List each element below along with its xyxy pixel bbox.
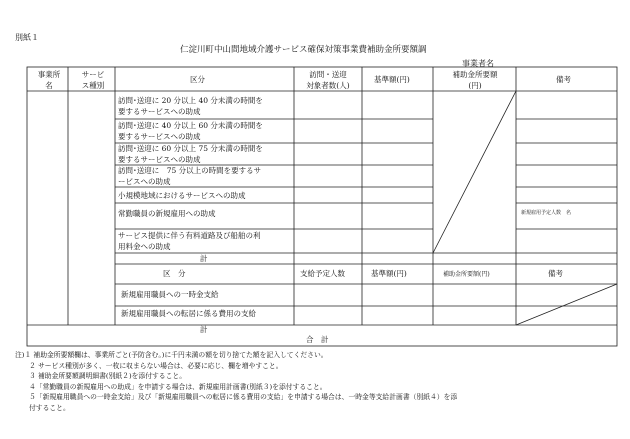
section2-remarks: 備考 — [548, 269, 563, 278]
table-row: 訪問･送迎に 75 分以上の時間を要するサ ービスへの助成 — [118, 166, 262, 186]
section2-row: 新規雇用職員への一時金支給 — [121, 290, 219, 299]
section2-row: 新規雇用職員への転居に係る費用の支給 — [121, 309, 256, 318]
document-title: 仁淀川町中山間地域介護サービス確保対策事業費補助金所要額調 — [180, 45, 427, 55]
office-name-label: 事業者名 — [462, 59, 494, 68]
document-reference: 別紙１ — [15, 33, 39, 42]
table-row: 訪問･送迎に 60 分以上 75 分未満の時間を 要するサービスへの助成 — [118, 144, 263, 164]
header-service-line2: ス種別 — [81, 81, 105, 90]
header-office-line2: 名 — [45, 81, 53, 90]
table-row: 訪問･送迎に 20 分以上 40 分未満の時間を 要するサービスへの助成 — [118, 96, 263, 116]
note-line: 注)１ 補助金所要額欄は、事業所ごと(予防含む。)に千円未満の額を切り捨てた額を記入してください。 — [15, 351, 328, 359]
header-required-line1: 補助金所要額 — [452, 70, 498, 79]
section2-planned: 支給予定人数 — [300, 269, 345, 278]
grand-total-label: 合 計 — [306, 335, 329, 344]
header-service-line1: サービ — [81, 70, 105, 79]
table-row: サービス提供に伴う有料道路及び船舶の利 用料金への助成 — [118, 231, 261, 251]
note-line: ３ 補助金所要額調明細書(別紙２)を添付すること。 — [29, 372, 186, 381]
section2-base: 基準額(円) — [371, 269, 407, 278]
note-line: ２ サービス種別が多く、一枚に収まらない場合は、必要に応じ、欄を増やすこと。 — [29, 361, 283, 370]
subtotal-label-upper: 計 — [200, 254, 208, 263]
notes — [15, 350, 457, 414]
section2-category: 区 分 — [163, 269, 186, 278]
header-category: 区分 — [190, 75, 205, 84]
table-row: 小規模地域におけるサービスへの助成 — [118, 191, 246, 200]
subtotal-label-lower: 計 — [200, 325, 208, 334]
note-line: ４「常勤職員の新規雇用への助成」を申請する場合は、新規雇用計画書(別紙３)を添付すること。 — [29, 382, 327, 391]
header-users-line1: 訪問・送迎 — [309, 70, 347, 79]
table-row: 常勤職員の新規雇用への助成 — [118, 209, 216, 218]
header-remarks: 備考 — [556, 75, 571, 84]
section2-required: 補助金所要額(円) — [443, 271, 490, 278]
header-required-line2: (円) — [468, 81, 482, 90]
note-line: 付すること。 — [29, 403, 70, 412]
header-office-line1: 事業所 — [37, 70, 61, 79]
header-base: 基準額(円) — [374, 75, 410, 84]
header-users-line2: 対象者数(人) — [306, 81, 350, 90]
table-row: 訪問･送迎に 40 分以上 60 分未満の時間を 要するサービスへの助成 — [118, 121, 263, 141]
note-line: ５「新規雇用職員への一時金支給」及び「新規雇用職員への転居に係る費用の支給」を申請する場合は、一時金等支給計画書（別紙４）を添 — [29, 393, 458, 402]
remark-new-hire: 新規雇用予定人数 名 — [521, 210, 572, 216]
